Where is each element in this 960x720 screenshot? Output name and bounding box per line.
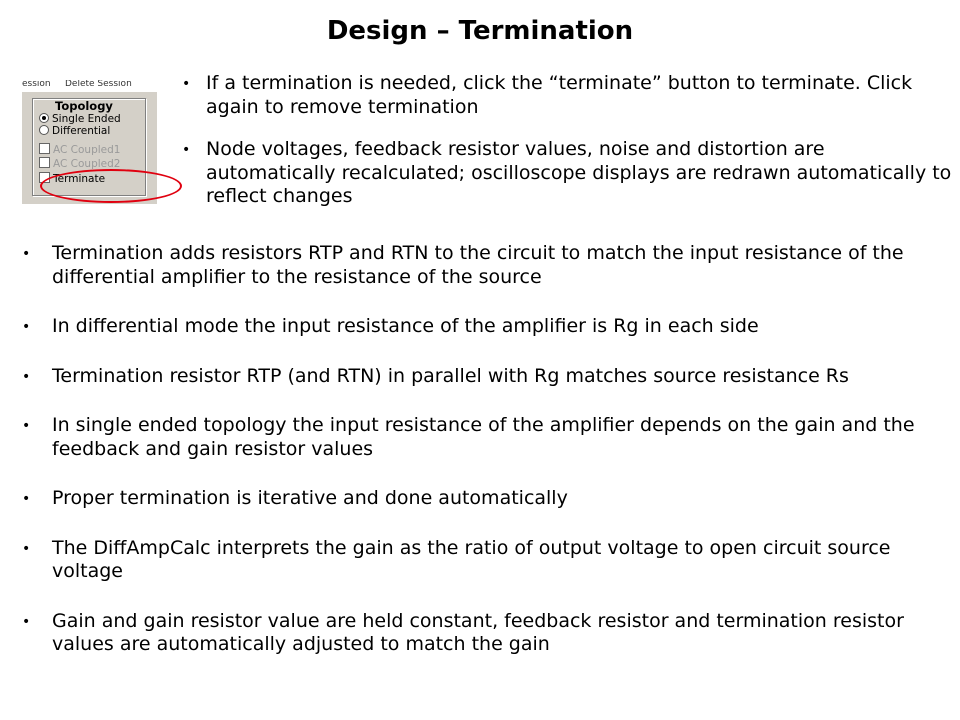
terminate-checkbox[interactable] — [39, 172, 105, 185]
topology-groupbox — [32, 98, 146, 196]
list-item: • Node voltages, feedback resistor values, noise and distortion are automatically recalculated; oscilloscope displays are redrawn automatically to reflect changes — [182, 138, 952, 207]
bullet-icon: • — [182, 142, 191, 158]
main-bullet-list — [22, 242, 947, 683]
ac-coupled1-label: AC Coupled1 — [53, 144, 121, 156]
bullet-icon: • — [22, 540, 31, 557]
list-item: • If a termination is needed, click the “terminate” button to terminate. Click again to remove termination — [182, 72, 913, 118]
menu-item-delete-session[interactable]: Delete Session — [65, 80, 132, 89]
bullet-icon: • — [22, 491, 31, 507]
menu-bar — [22, 80, 157, 92]
list-item: • Proper termination is iterative and done automatically — [22, 487, 947, 511]
list-item: • Termination adds resistors RTP and RTN to the circuit to match the input resistance of the differential amplifier to the resistance of the source — [22, 242, 904, 288]
list-item: • Termination resistor RTP (and RTN) in parallel with Rg matches source resistance Rs — [22, 365, 947, 389]
bullet-icon: • — [22, 368, 31, 385]
single-ended-label: Single Ended — [52, 113, 121, 125]
top-bullet-list — [182, 72, 952, 228]
ac-coupled2-checkbox — [39, 157, 120, 170]
terminate-label: Terminate — [53, 173, 106, 185]
checkbox-icon[interactable] — [39, 172, 50, 183]
radio-selected-icon[interactable] — [39, 113, 49, 123]
checkbox-icon — [39, 157, 50, 168]
list-item: • Gain and gain resistor value are held constant, feedback resistor and termination resistor values are automatically adjusted to match the gain — [22, 609, 904, 655]
list-item: • In differential mode the input resistance of the amplifier is Rg in each side — [22, 315, 947, 339]
bullet-icon: • — [22, 319, 31, 335]
ac-coupled1-checkbox — [39, 143, 120, 156]
list-item: • In single ended topology the input resistance of the amplifier depends on the gain and the feedback and gain resistor values — [22, 414, 915, 460]
bullet-icon: • — [22, 613, 31, 630]
bullet-icon: • — [22, 246, 31, 262]
topology-title: Topology — [55, 99, 113, 113]
single-ended-radio[interactable] — [39, 113, 121, 125]
bullet-icon: • — [182, 76, 191, 92]
differential-radio[interactable] — [39, 125, 110, 137]
differential-label: Differential — [52, 125, 111, 137]
checkbox-icon — [39, 143, 50, 154]
radio-unselected-icon[interactable] — [39, 125, 49, 135]
ac-coupled2-label: AC Coupled2 — [53, 158, 121, 170]
bullet-icon: • — [22, 418, 31, 434]
menu-item-session[interactable]: ession — [22, 80, 51, 89]
list-item: • The DiffAmpCalc interprets the gain as the ratio of output voltage to open circuit source voltage — [22, 536, 891, 582]
topology-panel-screenshot — [22, 80, 157, 204]
slide-title: Design – Termination — [326, 16, 634, 46]
